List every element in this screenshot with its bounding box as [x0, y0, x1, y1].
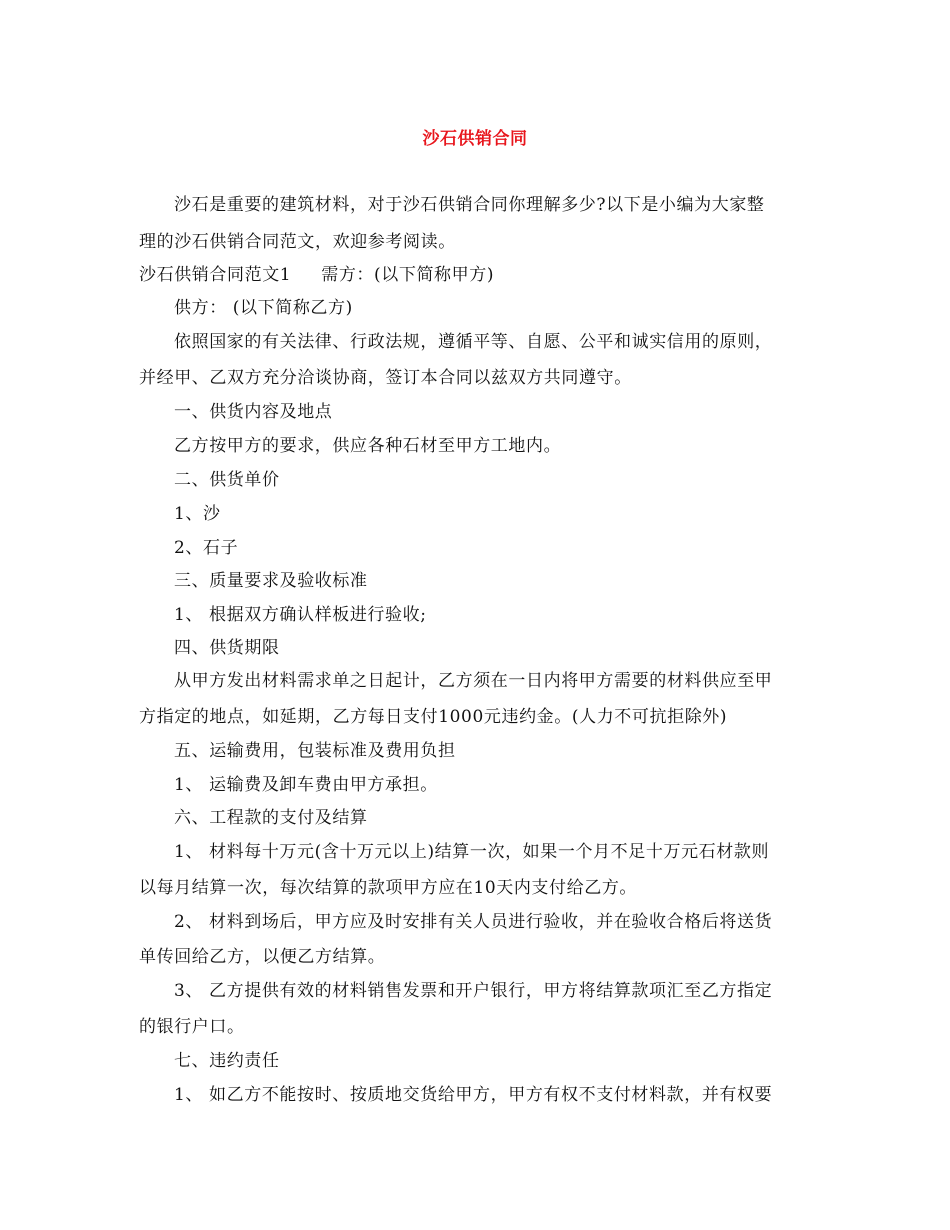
seller-line: 供方： (以下简称乙方) [174, 298, 353, 318]
document-title: 沙石供销合同 [422, 129, 528, 149]
section-heading: 一、供货内容及地点 [174, 402, 333, 422]
sample-heading-line [139, 264, 494, 286]
section-heading: 七、违约责任 [174, 1051, 280, 1071]
paragraph-line: 乙方按甲方的要求，供应各种石材至甲方工地内。 [174, 436, 562, 456]
list-item: 3、 乙方提供有效的材料销售发票和开户银行，甲方将结算款项汇至乙方指定 [174, 981, 773, 1001]
paragraph-line: 依照国家的有关法律、行政法规，遵循平等、自愿、公平和诚实信用的原则， [174, 332, 773, 352]
paragraph-line: 理的沙石供销合同范文，欢迎参考阅读。 [139, 232, 456, 252]
list-item: 1、沙 [174, 504, 221, 524]
buyer-line: 需方：(以下简称甲方) [321, 265, 495, 285]
list-item: 2、石子 [174, 538, 239, 558]
paragraph-line: 沙石是重要的建筑材料，对于沙石供销合同你理解多少?以下是小编为大家整 [174, 195, 765, 215]
list-item: 1、 如乙方不能按时、按质地交货给甲方，甲方有权不支付材料款，并有权要 [174, 1085, 773, 1105]
section-heading: 六、工程款的支付及结算 [174, 808, 368, 828]
sample-heading: 沙石供销合同范文1 [139, 265, 292, 285]
list-item: 1、 材料每十万元(含十万元以上)结算一次，如果一个月不足十万元石材款则 [174, 842, 770, 862]
paragraph-line: 方指定的地点，如延期，乙方每日支付1000元违约金。(人力不可抗拒除外) [139, 707, 728, 727]
list-item: 1、 运输费及卸车费由甲方承担。 [174, 775, 438, 795]
paragraph-line: 以每月结算一次，每次结算的款项甲方应在10天内支付给乙方。 [139, 878, 638, 898]
section-heading: 五、运输费用，包装标准及费用负担 [174, 741, 456, 761]
list-item: 1、 根据双方确认样板进行验收; [174, 605, 427, 625]
paragraph-line: 的银行户口。 [139, 1017, 245, 1037]
list-item: 2、 材料到场后，甲方应及时安排有关人员进行验收，并在验收合格后将送货 [174, 912, 773, 932]
paragraph-line: 单传回给乙方，以便乙方结算。 [139, 947, 386, 967]
paragraph-line: 从甲方发出材料需求单之日起计，乙方须在一日内将甲方需要的材料供应至甲 [174, 671, 773, 691]
paragraph-line: 并经甲、乙双方充分洽谈协商，签订本合同以兹双方共同遵守。 [139, 368, 632, 388]
section-heading: 二、供货单价 [174, 470, 280, 490]
section-heading: 三、质量要求及验收标准 [174, 571, 368, 591]
section-heading: 四、供货期限 [174, 638, 280, 658]
